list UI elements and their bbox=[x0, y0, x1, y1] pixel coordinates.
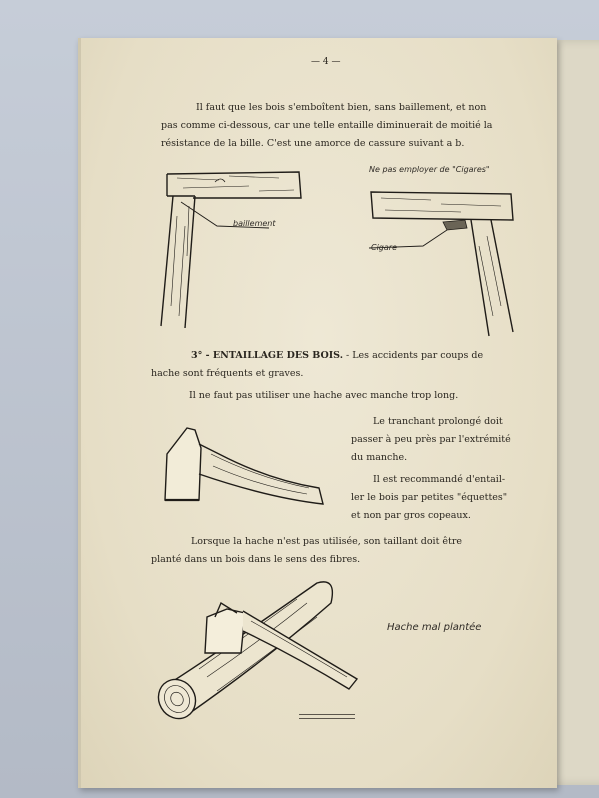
right-column-line-3: du manche. bbox=[351, 452, 408, 463]
label-baillement: baillement bbox=[233, 219, 276, 228]
booklet-page bbox=[78, 38, 557, 788]
right-column-line-6: et non par gros copeaux. bbox=[351, 510, 471, 521]
label-bad-axe: Hache mal plantée bbox=[387, 622, 482, 633]
label-no-cigars: Ne pas employer de "Cigares" bbox=[369, 165, 490, 174]
section-line-3: Il ne faut pas utiliser une hache avec manche trop long. bbox=[189, 390, 459, 401]
section-heading: 3° - ENTAILLAGE DES BOIS. bbox=[191, 350, 343, 361]
intro-line-2: pas comme ci-dessous, car une telle entaille diminuerait de moitié la bbox=[161, 120, 493, 131]
intro-line-3: résistance de la bille. C'est une amorce de cassure suivant a b. bbox=[161, 138, 465, 149]
axe-handle-illustration bbox=[159, 424, 329, 514]
right-column-line-1: Le tranchant prolongé doit bbox=[373, 416, 503, 427]
page-number: — 4 — bbox=[311, 57, 341, 67]
section-line-2: hache sont fréquents et graves. bbox=[151, 368, 304, 379]
right-column-line-5: ler le bois par petites "équettes" bbox=[351, 492, 508, 503]
axe-planted-in-log-illustration bbox=[147, 573, 367, 723]
end-rule-top bbox=[299, 714, 355, 715]
joint-with-gap-illustration bbox=[159, 166, 309, 336]
right-column-line-2: passer à peu près par l'extrémité bbox=[351, 434, 511, 445]
label-cigare: Cigare bbox=[371, 243, 397, 252]
section-heading-line bbox=[191, 350, 483, 362]
closing-line-2: planté dans un bois dans le sens des fibres. bbox=[151, 554, 361, 565]
end-rule-bottom bbox=[299, 718, 355, 719]
intro-line-1: Il faut que les bois s'emboîtent bien, sans baillement, et non bbox=[196, 102, 487, 113]
right-column-line-4: Il est recommandé d'entail- bbox=[373, 474, 506, 485]
joint-with-cigar-illustration bbox=[361, 186, 521, 341]
section-heading-rest: - Les accidents par coups de bbox=[343, 350, 484, 361]
closing-line-1: Lorsque la hache n'est pas utilisée, son taillant doit être bbox=[191, 536, 463, 547]
